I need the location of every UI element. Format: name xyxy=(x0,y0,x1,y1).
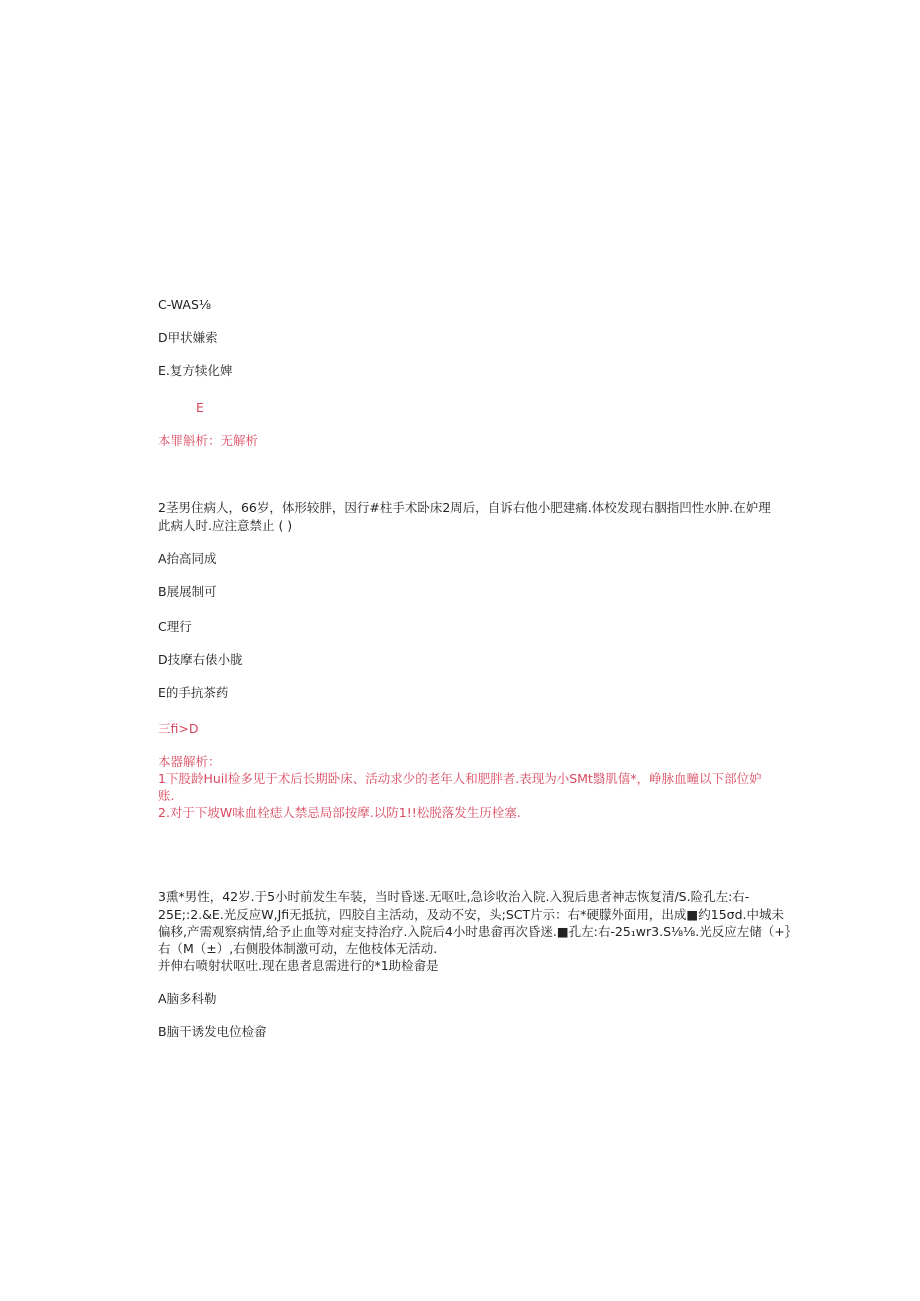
q1-answer: E xyxy=(196,400,204,415)
q2-analysis xyxy=(158,753,762,821)
q2-option-a: A抬高同成 xyxy=(158,551,217,566)
q2-stem-line-1: 2茎男住病人，66岁，体形较胖，因行#柱手术卧床2周后，自诉右他小肥建痛.体校发现右胭指凹性水肿.在妒理 xyxy=(158,500,771,515)
q3-stem-line-1: 3熏*男性，42岁.于5小时前发生车装，当时昏迷.无呕吐,急诊收治入院.入猊后患者神志恢复清∕S.险孔左:右- xyxy=(158,889,750,904)
q2-answer: 三fi>D xyxy=(158,721,199,736)
q2-option-c: C理行 xyxy=(158,619,192,634)
q3-option-b: B脑干诱发电位检畲 xyxy=(158,1024,267,1039)
q1-option-d: D甲状嫌索 xyxy=(158,330,218,345)
q3-stem-line-4: 右（M（±）,右侧股体制激可动，左他枝体无活动. xyxy=(158,941,438,956)
q2-analysis-line-2: 账. xyxy=(158,788,175,803)
q1-option-c: C-WAS⅛ xyxy=(158,297,212,312)
q3-option-a: A脑多科勒 xyxy=(158,991,217,1006)
q1-option-e: E.复方犊化婢 xyxy=(158,363,233,378)
q3-stem-line-2: 25E;:2.&E.光反应W,Jfi无抵抗，四胶自主活动，及动不安，头;SCT片示：右*硬朦外面用，出成■约15σd.中城未 xyxy=(158,907,784,922)
q3-stem-line-5: 并伸右喷射状呕吐.现在患者息需进行的*1助检畲是 xyxy=(158,958,439,973)
q2-option-e: E的手抗茶药 xyxy=(158,685,229,700)
q2-option-b: B展展制可 xyxy=(158,584,217,599)
q2-stem-line-2: 此病人时.应注意禁止 ( ) xyxy=(158,518,293,533)
q2-analysis-line-1: 1下股龄Huil检多见于术后长期卧床、活动求少的老年人和肥胖者.表现为小SMt翳肌僖*，峥脉血疃以下部位妒 xyxy=(158,771,762,786)
q3-stem-line-3: 偏移,产需观察病情,给予止血等对症支持治疗.入院后4小时患畲再次昏迷.■孔左:右-25₁wr3.S⅛⅛.光反应左储（+｝ xyxy=(158,924,798,939)
q2-analysis-title: 本器解析： xyxy=(158,754,221,769)
q2-analysis-line-3: 2.对于下坡W味血栓痣人禁忌局部按摩.以防1!!松脱落发生历栓塞. xyxy=(158,805,521,820)
q1-analysis: 本罪斛析：无解析 xyxy=(158,433,259,448)
q2-option-d: D技摩右俵小胧 xyxy=(158,652,243,667)
